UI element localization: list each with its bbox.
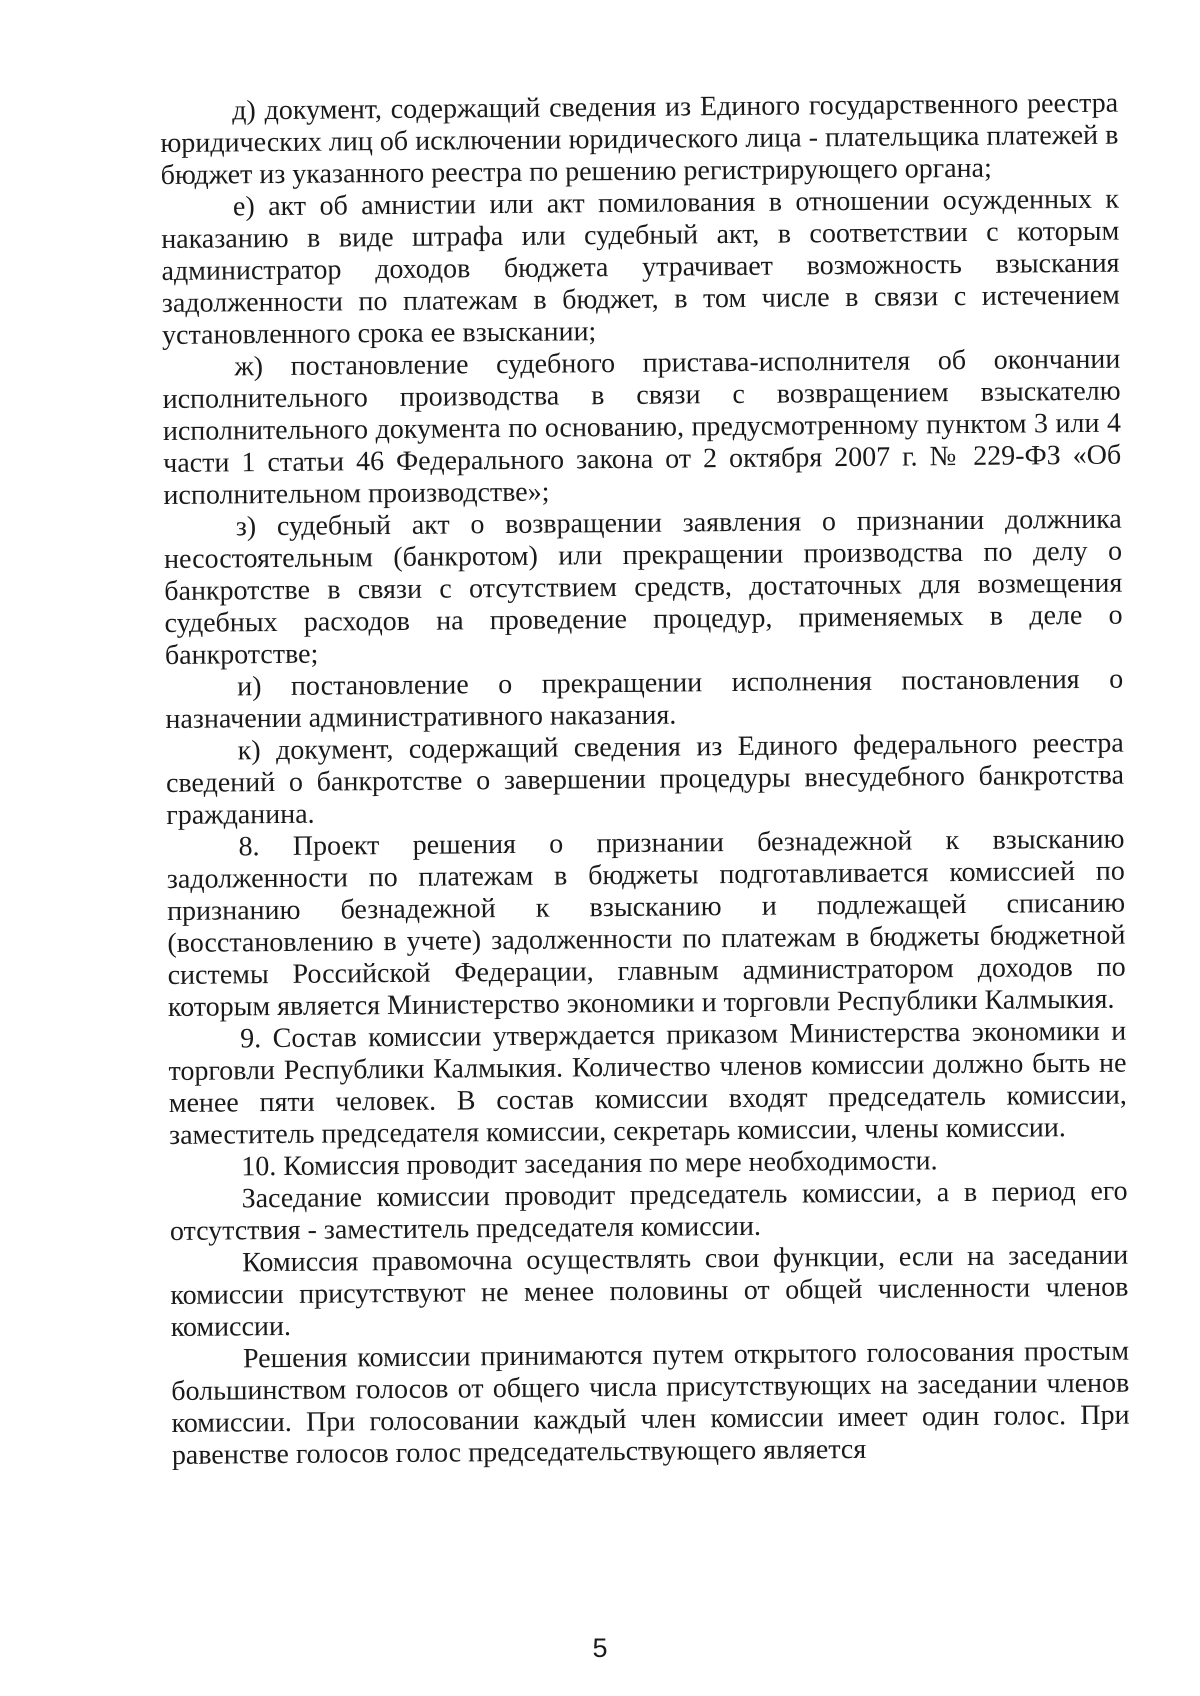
paragraph-d-egrul-exclusion: д) документ, содержащий сведения из Единого государственного реестра юридических лиц об исключении юридического лица - плательщика платежей в бюджет из указанного реестра по решению регистрирующего органа; <box>160 87 1119 191</box>
document-body <box>160 88 1130 1472</box>
paragraph-chair-meetings: Заседание комиссии проводит председатель комиссии, а в период его отсутствия - заместитель председателя комиссии. <box>169 1175 1128 1247</box>
paragraph-voting: Решения комиссии принимаются путем открытого голосования простым большинством голосов от общего числа присутствующих на заседании членов комиссии. При голосовании каждый член комиссии имеет один голос. При равенстве голосов голос председательствующего является <box>171 1335 1130 1471</box>
paragraph-zh-bailiff-resolution: ж) постановление судебного пристава-исполнителя об окончании исполнительного производства в связи с возвращением взыскателю исполнительного документа по основанию, предусмотренному пунктом 3 или 4 части 1 статьи 46 Федерального закона от 2 октября 2007 г. № 229-ФЗ «Об исполнительном производстве»; <box>162 343 1122 511</box>
page-number: 5 <box>592 1633 608 1663</box>
paragraph-k-extrajudicial-bankruptcy: к) документ, содержащий сведения из Единого федерального реестра сведений о банкротстве о завершении процедуры внесудебного банкротства гражданина. <box>165 727 1125 831</box>
paragraph-e-amnesty-act: е) акт об амнистии или акт помилования в отношении осужденных к наказанию в виде штрафа или судебный акт, в соответствии с которым администратор доходов бюджета утрачивает возможность взыскания задолженности по платежам в бюджет, в том числе в связи с истечением установленного срока ее взыскании; <box>161 183 1120 351</box>
paragraph-8-decision-draft: 8. Проект решения о признании безнадежной к взысканию задолженности по платежам в бюджеты подготавливается комиссией по признанию безнадежной к взысканию и подлежащей списанию (восстановлению в учете) задолженности по платежам в бюджеты бюджетной системы Российской Федерации, главным администратором доходов по которым является Министерство экономики и торговли Республики Калмыкия. <box>166 823 1126 1023</box>
paragraph-quorum: Комиссия правомочна осуществлять свои функции, если на заседании комиссии присутствуют не менее половины от общей численности членов комиссии. <box>170 1239 1129 1343</box>
paragraph-z-bankruptcy-court-act: з) судебный акт о возвращении заявления о признании должника несостоятельным (банкротом) или прекращении производства по делу о банкротстве в связи с отсутствием средств, достаточных для возмещения судебных расходов на проведение процедур, применяемых в деле о банкротстве; <box>163 503 1123 671</box>
paragraph-9-commission-composition: 9. Состав комиссии утверждается приказом Министерства экономики и торговли Республики Калмыкия. Количество членов комиссии должно быть не менее пяти человек. В состав комиссии входят председатель комиссии, заместитель председателя комиссии, секретарь комиссии, члены комиссии. <box>168 1015 1127 1151</box>
paragraph-10-meetings: 10. Комиссия проводит заседания по мере необходимости. <box>241 1145 938 1183</box>
paragraph-i-termination-resolution: и) постановление о прекращении исполнения постановления о назначении административного наказания. <box>165 663 1124 735</box>
